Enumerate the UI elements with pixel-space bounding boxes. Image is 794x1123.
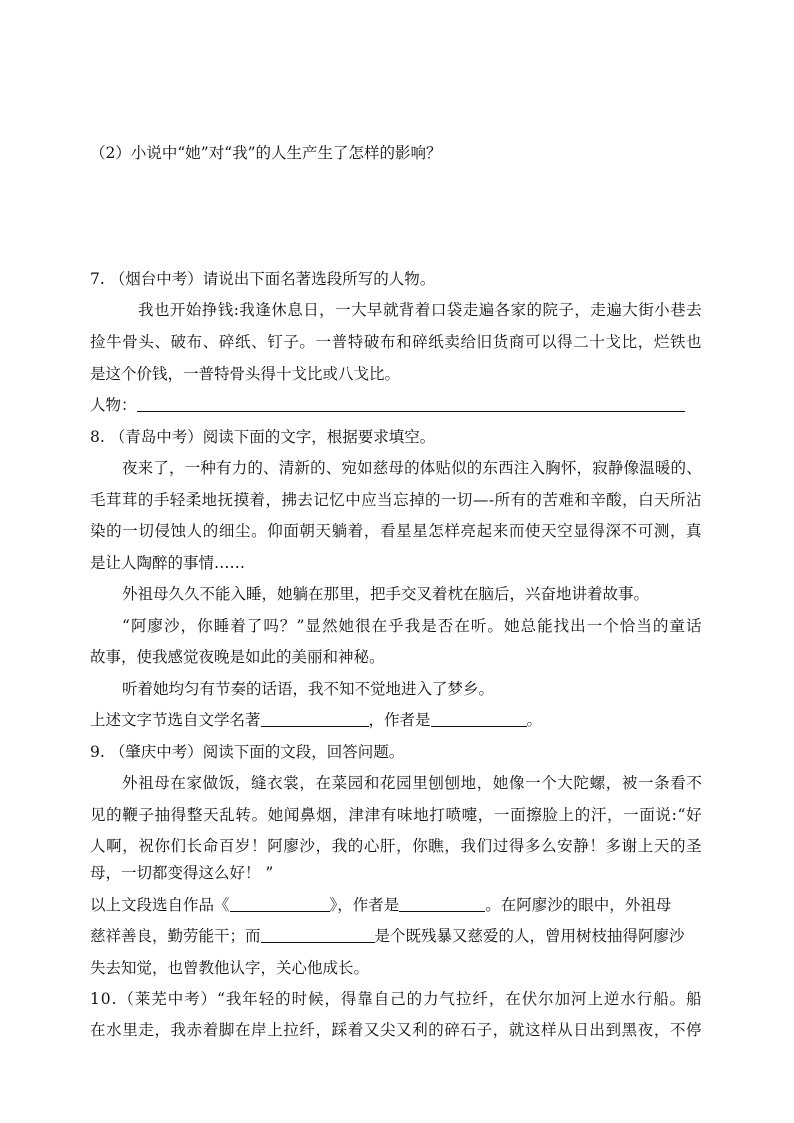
- question-9-text-line: 失去知觉，也曾教他认字，关心他成长。: [90, 959, 370, 977]
- answer-blank[interactable]: [137, 396, 685, 412]
- question-8-text-line: 染 的 一 切 侵 蚀 人 的 细 尘 。 仰 面 朝 天 躺 着 ， 看 星 星 怎 样 亮 起 来 而 使 天 空 显 得 深 不 可 测 ， 真: [90, 522, 702, 540]
- answer-label: 人物：: [90, 396, 137, 414]
- question-9-text-line: 人 啊 ， 祝 你 们 长 命 百 岁 ！ 阿 廖 沙 ， 我 的 心 肝 ， 你 瞧 ， 我 们 过 得 多 么 安 静 ！ 多 谢 上 天 的 圣: [90, 837, 702, 855]
- question-10-text-line: 在 水 里 走 ， 我 赤 着 脚 在 岸 上 拉 纤 ， 踩 着 又 尖 又 利 的 碎 石 子 ， 就 这 样 从 日 出 到 黑 夜 ， 不 停: [90, 1021, 702, 1039]
- author-blank[interactable]: [431, 711, 527, 727]
- author-blank[interactable]: [399, 896, 485, 912]
- fill-text: 慈祥善良，勤劳能干；而: [90, 927, 261, 945]
- book-title-blank[interactable]: [261, 711, 369, 727]
- question-9-text-line: 见 的 鞭 子 抽 得 整 天 乱 转 。 她 闻 鼻 烟 ， 津 津 有 味 地 打 喷 嚏 ， 一 面 擦 脸 上 的 汗 ， 一 面 说 : “ 好: [90, 806, 702, 824]
- question-9-fill-row: [90, 926, 685, 946]
- question-9-fill-row: [90, 895, 671, 915]
- question-8-text-line: 故事，使我感觉夜晚是如此的美丽和神秘。: [90, 648, 385, 666]
- question-7-text-line: 捡 牛 骨 头 、 破 布 、 碎 纸 、 钉 子 。 一 普 特 破 布 和 碎 纸 卖 给 旧 货 商 可 以 得 二 十 戈 比 ， 烂 铁 也: [90, 333, 702, 351]
- fill-text: 以上文段选自作品《: [90, 896, 230, 914]
- question-8-text-line: 毛 茸 茸 的 手 轻 柔 地 抚 摸 着 ， 拂 去 记 忆 中 应 当 忘 掉 的 一 切 — - 所 有 的 苦 难 和 辛 酸 ， 白 天 所 沾: [90, 491, 702, 509]
- question-7-text-line: 我 也 开 始 挣 钱 : 我 逢 休 息 日 ， 一 大 早 就 背 着 口 袋 走 遍 各 家 的 院 子 ， 走 遍 大 街 小 巷 去: [138, 301, 702, 319]
- question-7-title: 7. （烟台中考）请说出下面名著选段所写的人物。: [90, 270, 436, 288]
- question-6-2: （2）小说中“她”对“我”的人生产生了怎样的影响？: [90, 144, 442, 162]
- question-9-title: 9. （肇庆中考）阅读下面的文段，回答问题。: [90, 743, 405, 761]
- fill-text: 是个既残暴又慈爱的人，曾用树枝抽得阿廖沙: [374, 927, 685, 945]
- question-9-text-line: 外 祖 母 在 家 做 饭 ， 缝 衣 裳 ， 在 菜 园 和 花 园 里 刨 刨 地 ， 她 像 一 个 大 陀 螺 ， 被 一 条 看 不: [122, 774, 702, 792]
- question-8-text-line: “ 阿 廖 沙 ， 你 睡 着 了 吗 ？ ” 显 然 她 很 在 乎 我 是 否 在 听 。 她 总 能 找 出 一 个 恰 当 的 童 话: [122, 617, 702, 635]
- character-blank[interactable]: [261, 927, 375, 943]
- question-7-text-line: 是这个价钱，一普特骨头得十戈比或八戈比。: [90, 365, 401, 383]
- question-8-text-line: 听着她均匀有节奏的话语，我不知不觉地进入了梦乡。: [122, 680, 495, 698]
- question-8-text-line: 外祖母久久不能入睡，她躺在那里，把手交叉着枕在脑后，兴奋地讲着故事。: [122, 585, 650, 603]
- question-8-text-line: 夜 来 了 ， 一 种 有 力 的 、 清 新 的 、 宛 如 慈 母 的 体 贴 似 的 东 西 注 入 胸 怀 ， 寂 静 像 温 暖 的 、: [122, 459, 702, 477]
- fill-text: 。在阿廖沙的眼中，外祖母: [485, 896, 672, 914]
- fill-text: 》，作者是: [329, 896, 400, 914]
- question-9-text-line: 母，一切都变得这么好！ ”: [90, 864, 274, 882]
- question-10-text-line: 1 0 . （ 莱 芜 中 考 ） “ 我 年 轻 的 时 候 ， 得 靠 自 己 的 力 气 拉 纤 ， 在 伏 尔 加 河 上 逆 水 行 船 。 船: [90, 990, 702, 1008]
- question-8-title: 8. （青岛中考）阅读下面的文字，根据要求填空。: [90, 428, 436, 446]
- fill-text: 上述文字节选自文学名著: [90, 711, 261, 729]
- question-8-text-line: 是让人陶醉的事情……: [90, 554, 246, 572]
- work-title-blank[interactable]: [230, 896, 330, 912]
- fill-text: ，作者是: [368, 711, 431, 729]
- question-7-answer-row: [90, 395, 685, 415]
- question-8-fill-row: [90, 710, 542, 730]
- fill-text: 。: [526, 711, 543, 729]
